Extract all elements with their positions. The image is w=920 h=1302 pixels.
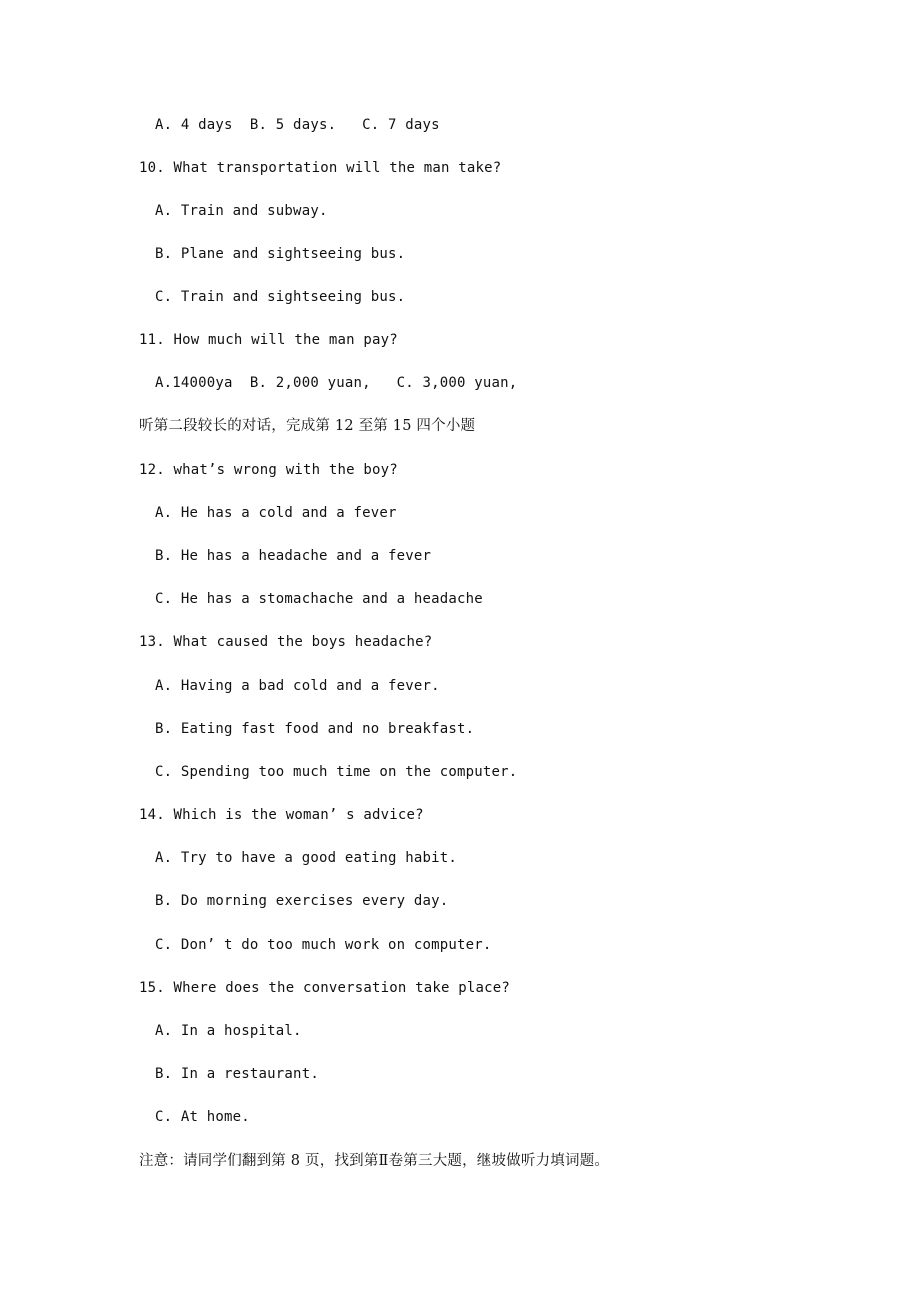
q10-option-a: A. Train and subway.: [155, 203, 328, 219]
section-instruction: 听第二段较长的对话，完成第 12 至第 15 四个小题: [139, 418, 476, 434]
question-13: 13. What caused the boys headache?: [139, 634, 433, 650]
q15-option-b: B. In a restaurant.: [155, 1066, 319, 1082]
q13-option-a: A. Having a bad cold and a fever.: [155, 678, 440, 694]
q14-option-c: C. Don’ t do too much work on computer.: [155, 937, 492, 953]
question-14: 14. Which is the woman’ s advice?: [139, 807, 424, 823]
q12-option-a: A. He has a cold and a fever: [155, 505, 397, 521]
q13-option-c: C. Spending too much time on the computer.: [155, 764, 518, 780]
question-12: 12. what’s wrong with the boy?: [139, 462, 398, 478]
q15-option-c: C. At home.: [155, 1109, 250, 1125]
q11-options: A.14000ya B. 2,000 yuan, C. 3,000 yuan,: [155, 375, 518, 391]
question-11: 11. How much will the man pay?: [139, 332, 398, 348]
question-10: 10. What transportation will the man take?: [139, 160, 502, 176]
q10-option-c: C. Train and sightseeing bus.: [155, 289, 406, 305]
q12-option-b: B. He has a headache and a fever: [155, 548, 432, 564]
q9-options: A. 4 days B. 5 days. C. 7 days: [155, 117, 440, 133]
q15-option-a: A. In a hospital.: [155, 1023, 302, 1039]
q14-option-b: B. Do morning exercises every day.: [155, 893, 449, 909]
q10-option-b: B. Plane and sightseeing bus.: [155, 246, 406, 262]
q13-option-b: B. Eating fast food and no breakfast.: [155, 721, 475, 737]
q14-option-a: A. Try to have a good eating habit.: [155, 850, 458, 866]
notice-text: 注意：请同学们翻到第 8 页，找到第Ⅱ卷第三大题，继坡做听力填词题。: [139, 1153, 610, 1169]
question-15: 15. Where does the conversation take place?: [139, 980, 511, 996]
q12-option-c: C. He has a stomachache and a headache: [155, 591, 483, 607]
